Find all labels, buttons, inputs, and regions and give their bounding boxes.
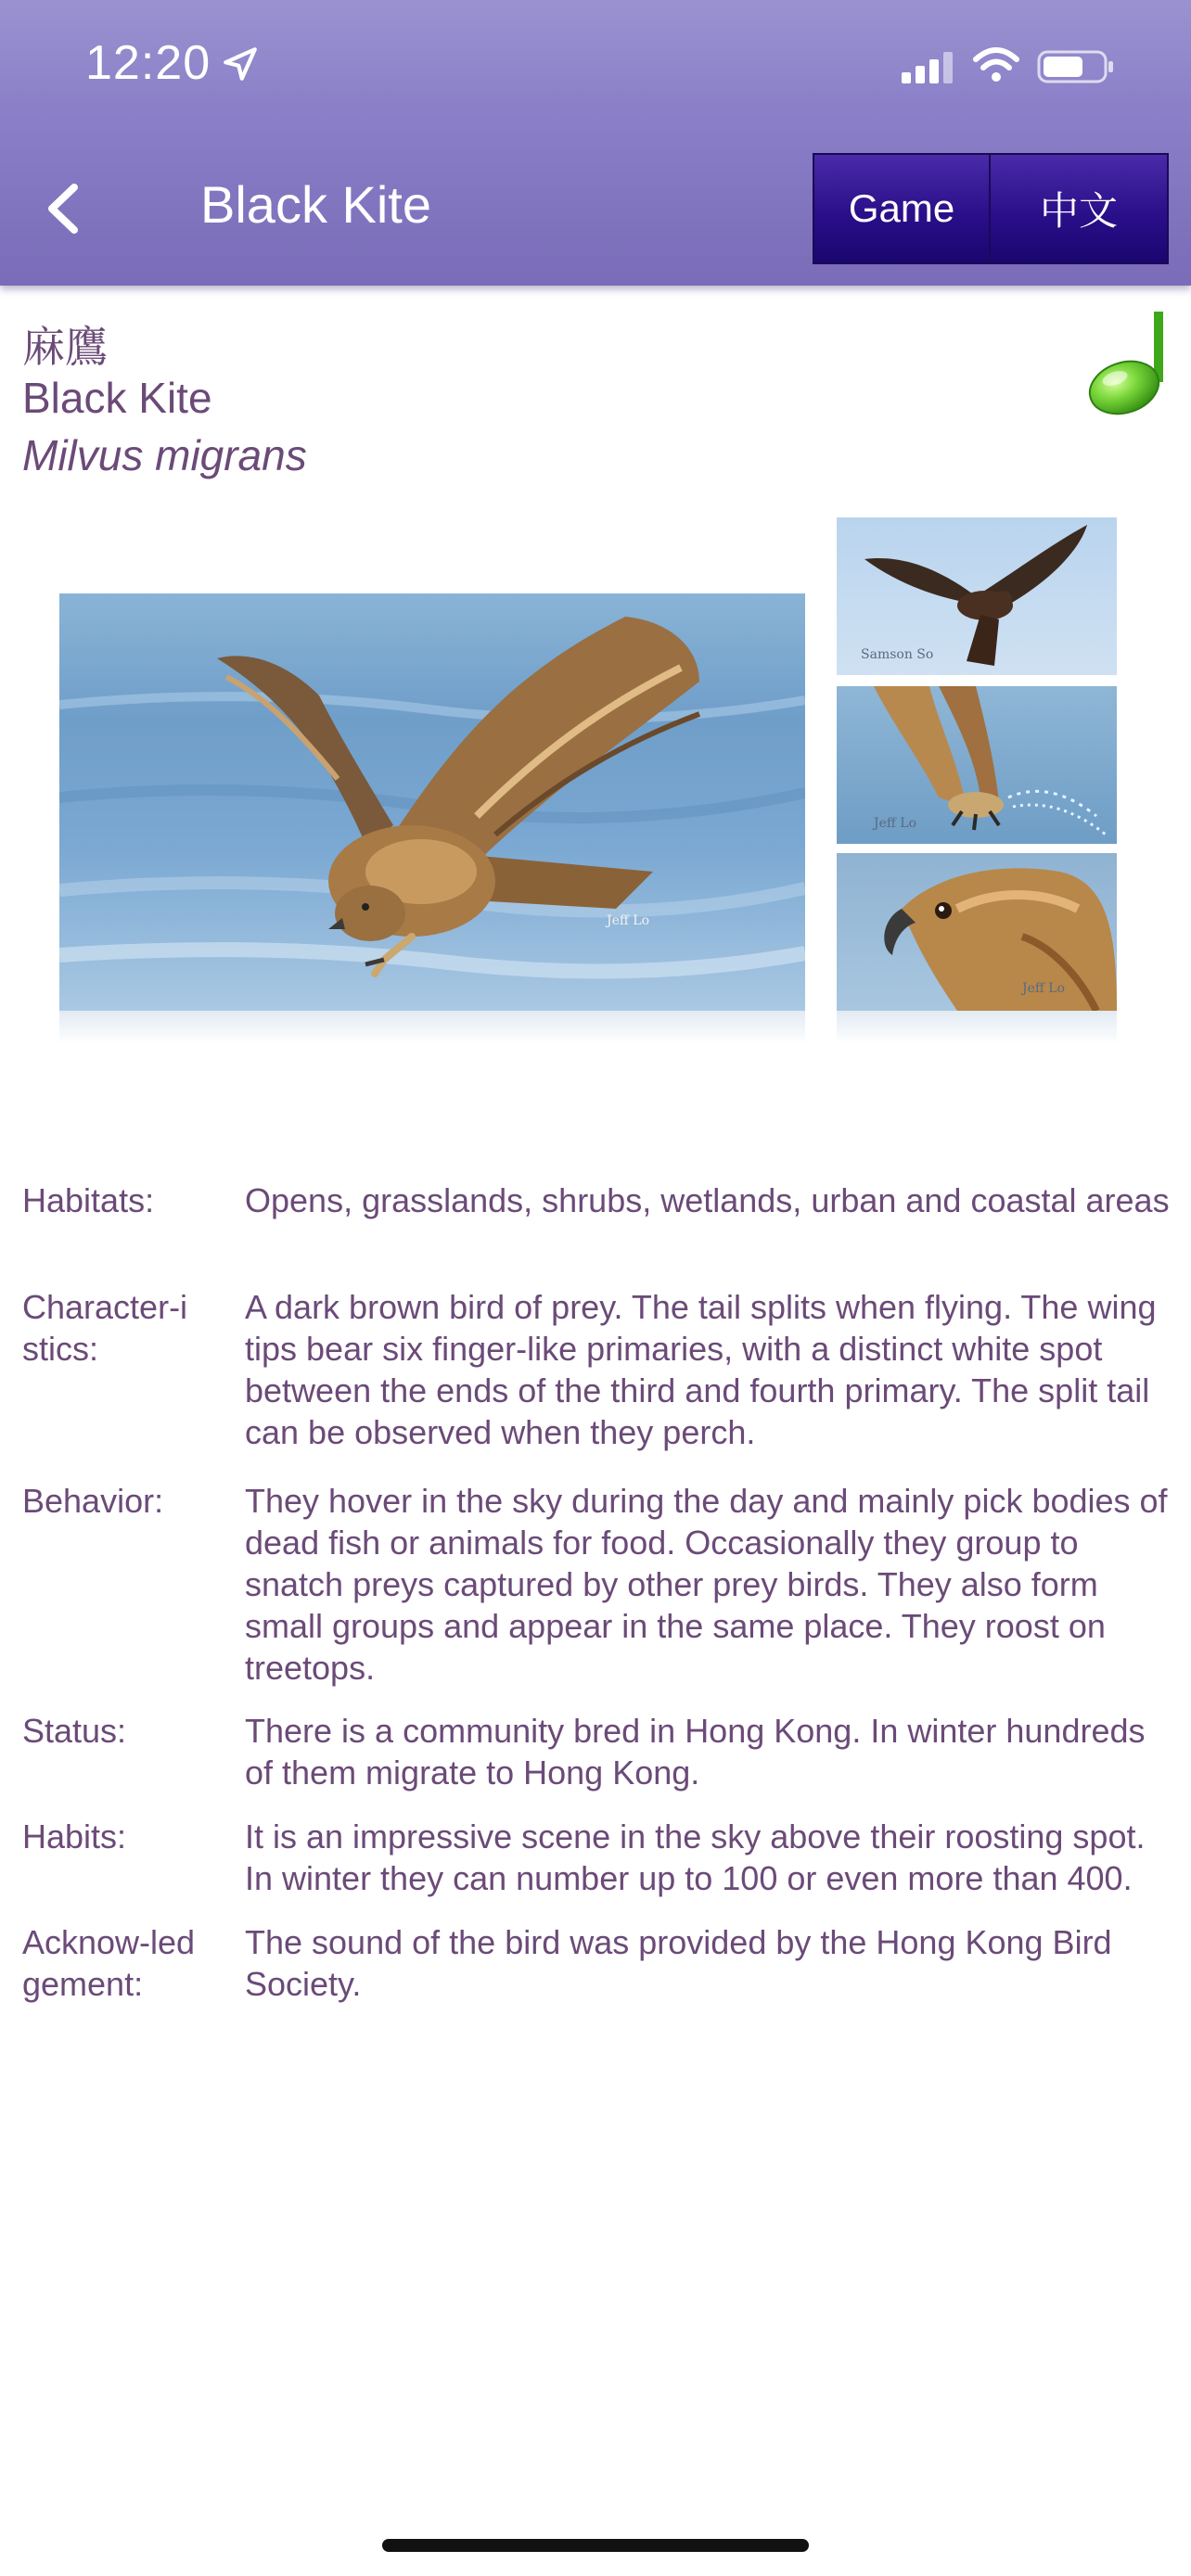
detail-value: Opens, grasslands, shrubs, wetlands, urban and coastal areas	[245, 1181, 1170, 1219]
bird-name-chinese: 麻鷹	[22, 322, 108, 372]
location-arrow-icon	[221, 45, 260, 83]
bird-name-scientific: Milvus migrans	[22, 431, 307, 479]
detail-label: Character-istics:	[22, 1288, 188, 1368]
language-toggle-button[interactable]: 中文	[989, 153, 1169, 264]
detail-label: Habits:	[22, 1817, 127, 1855]
music-note-icon[interactable]	[1078, 306, 1171, 417]
bird-name-english: Black Kite	[22, 374, 212, 422]
navigation-bar	[0, 0, 1191, 286]
photo-reflection	[59, 1011, 805, 1044]
photo-credit: Jeff Lo	[1022, 981, 1066, 996]
game-button[interactable]: Game	[813, 153, 991, 264]
thumbnail-photo-flight[interactable]	[837, 517, 1117, 675]
detail-label: Behavior:	[22, 1482, 164, 1520]
photo-credit: Jeff Lo	[874, 816, 917, 831]
thumbnail-photo-head[interactable]	[837, 853, 1117, 1011]
back-button[interactable]	[33, 176, 89, 241]
detail-label: Acknow-ledgement:	[22, 1923, 196, 2003]
photo-credit: Samson So	[861, 647, 934, 662]
main-bird-photo[interactable]	[59, 593, 805, 1011]
detail-value: It is an impressive scene in the sky above their roosting spot. In winter they can number up to 100 or even more than 400.	[245, 1817, 1146, 1897]
photo-reflection	[837, 1011, 1117, 1044]
detail-value: The sound of the bird was provided by the Hong Kong Bird Society.	[245, 1923, 1112, 2003]
detail-value: There is a community bred in Hong Kong. In winter hundreds of them migrate to Hong Kong.	[245, 1712, 1146, 1792]
detail-value: They hover in the sky during the day and mainly pick bodies of dead fish or animals for food. Occasionally they group to snatch preys captured by other prey birds. They also form small groups and appear in the same place. They roost on treetops.	[245, 1482, 1168, 1687]
cellular-signal-icon	[900, 50, 957, 85]
detail-label: Status:	[22, 1712, 127, 1750]
home-indicator[interactable]	[382, 2539, 809, 2552]
detail-value: A dark brown bird of prey. The tail splits when flying. The wing tips bear six finger-like primaries, with a distinct white spot between the ends of the third and fourth primary. The split tail can be observed when they perch.	[245, 1288, 1157, 1451]
status-time: 12:20	[85, 36, 211, 90]
battery-icon	[1037, 50, 1115, 83]
thumbnail-photo-talons[interactable]	[837, 686, 1117, 844]
photo-credit: Jeff Lo	[607, 913, 650, 928]
wifi-icon	[972, 46, 1020, 83]
detail-label: Habitats:	[22, 1181, 155, 1219]
page-title: Black Kite	[200, 175, 431, 234]
